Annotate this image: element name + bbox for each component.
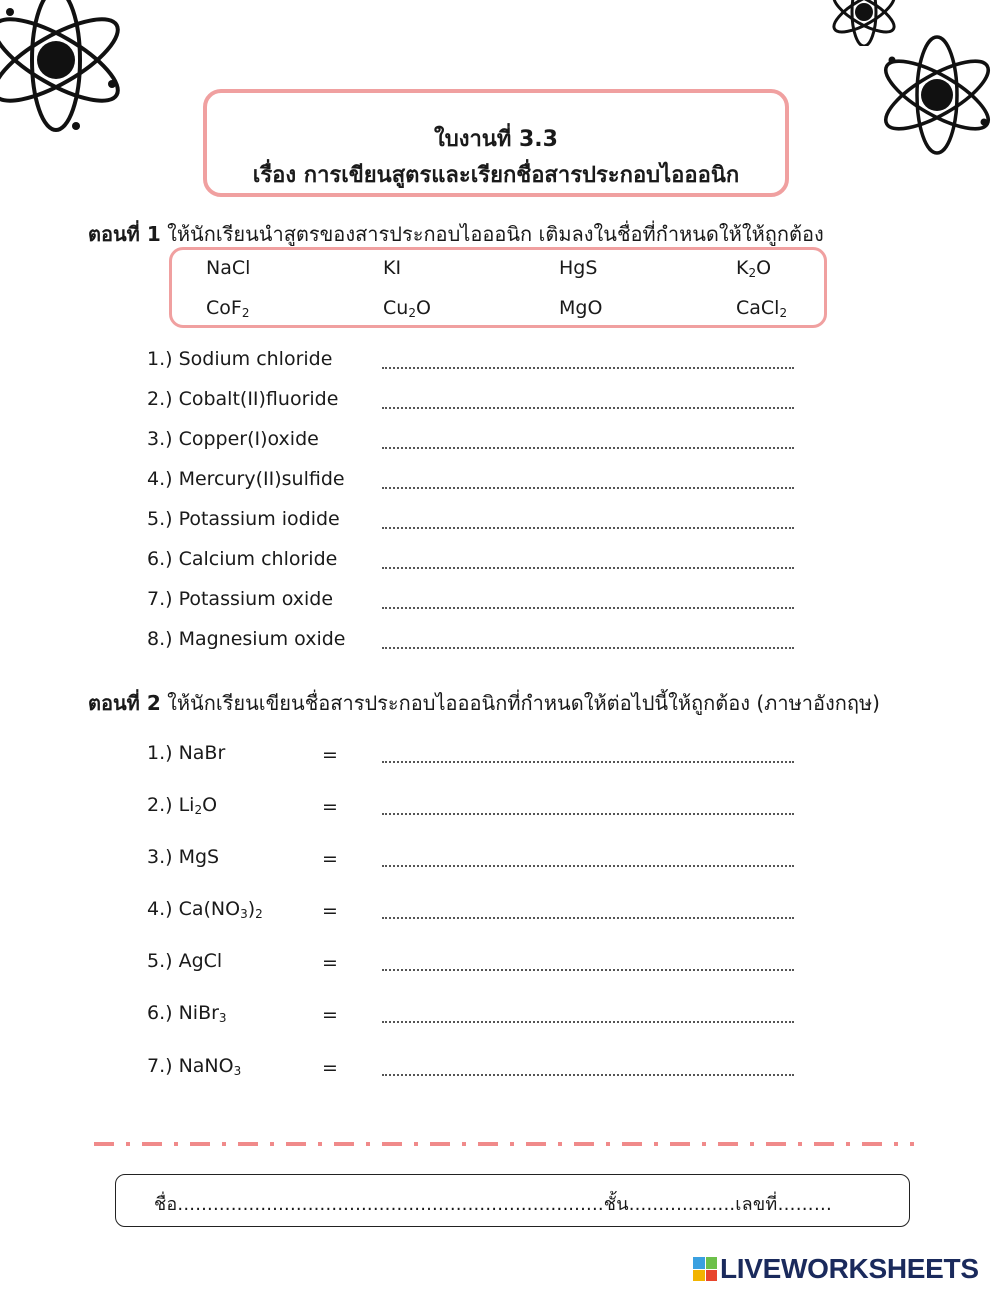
part1-question: 1.) Sodium chloride (147, 348, 333, 370)
liveworksheets-logo (693, 1253, 979, 1285)
formula-item: $K_2O$ (736, 257, 772, 280)
part1-question: 3.) Copper(I)oxide (147, 428, 319, 450)
equals-sign: = (322, 1004, 338, 1026)
title-box (203, 89, 789, 197)
part2-question: 4.) $Ca(NO_3)_2$ (147, 898, 263, 921)
part2-instruction: ให้นักเรียนเขียนชื่อสารประกอบไอออนิกที่กำหนดให้ต่อไปนี้ให้ถูกต้อง (ภาษาอังกฤษ) (167, 691, 880, 715)
equals-sign: = (322, 952, 338, 974)
part2-answer-line[interactable] (382, 1074, 794, 1076)
part2-answer-line[interactable] (382, 813, 794, 815)
part1-question: 7.) Potassium oxide (147, 588, 334, 610)
formula-item: NaCl (206, 257, 251, 279)
part2-question: 7.) NaNO$_3$ (147, 1055, 242, 1078)
part1-heading (88, 218, 824, 250)
part2-answer-line[interactable] (382, 1021, 794, 1023)
equals-sign: = (322, 1057, 338, 1079)
part2-label: ตอนที่ 2 (88, 691, 161, 715)
formula-item: HgS (559, 257, 598, 279)
equals-sign: = (322, 848, 338, 870)
logo-text: LIVEWORKSHEETS (720, 1253, 979, 1284)
part1-question: 6.) Calcium chloride (147, 548, 338, 570)
part1-question: 4.) Mercury(II)sulfide (147, 468, 345, 490)
dash-divider (94, 1140, 914, 1148)
logo-mark-icon (693, 1257, 717, 1281)
part1-answer-line[interactable] (382, 607, 794, 609)
formula-bank (169, 247, 827, 328)
part2-question: 6.) NiBr$_3$ (147, 1002, 227, 1025)
part1-answer-line[interactable] (382, 567, 794, 569)
part2-answer-line[interactable] (382, 761, 794, 763)
formula-item: CoF$_2$ (206, 297, 250, 320)
part1-answer-line[interactable] (382, 487, 794, 489)
equals-sign: = (322, 744, 338, 766)
part1-answer-line[interactable] (382, 407, 794, 409)
part2-answer-line[interactable] (382, 917, 794, 919)
formula-item: MgO (559, 297, 603, 319)
part1-question: 8.) Magnesium oxide (147, 628, 346, 650)
part2-question: 3.) MgS (147, 846, 220, 868)
part2-answer-line[interactable] (382, 969, 794, 971)
formula-item: CaCl$_2$ (736, 297, 788, 320)
part2-answer-line[interactable] (382, 865, 794, 867)
worksheet-topic: เรื่อง การเขียนสูตรและเรียกชื่อสารประกอบไอออนิก (252, 163, 740, 188)
part1-answer-line[interactable] (382, 447, 794, 449)
equals-sign: = (322, 900, 338, 922)
atom-icon-top-left (0, 0, 140, 140)
equals-sign: = (322, 796, 338, 818)
part2-question: 2.) $Li_2O$ (147, 794, 218, 817)
atom-icon-top-right (872, 30, 1000, 160)
part1-answer-line[interactable] (382, 527, 794, 529)
formula-item: $Cu_2O$ (383, 297, 431, 320)
part1-label: ตอนที่ 1 (88, 222, 161, 246)
part1-question: 2.) Cobalt(II)fluoride (147, 388, 339, 410)
student-info-box (115, 1174, 910, 1227)
part2-question: 1.) NaBr (147, 742, 226, 764)
student-info-line[interactable]: ชื่อ........................................................................ชั้น..................เลขที่……… (154, 1194, 833, 1215)
part1-answer-line[interactable] (382, 647, 794, 649)
part1-instruction: ให้นักเรียนนำสูตรของสารประกอบไอออนิก เติมลงในชื่อที่กำหนดให้ให้ถูกต้อง (167, 222, 824, 246)
worksheet-number: ใบงานที่ 3.3 (434, 127, 558, 152)
part1-answer-line[interactable] (382, 367, 794, 369)
formula-item: KI (383, 257, 402, 279)
part2-heading (88, 687, 880, 719)
part1-question: 5.) Potassium iodide (147, 508, 340, 530)
part2-question: 5.) AgCl (147, 950, 223, 972)
